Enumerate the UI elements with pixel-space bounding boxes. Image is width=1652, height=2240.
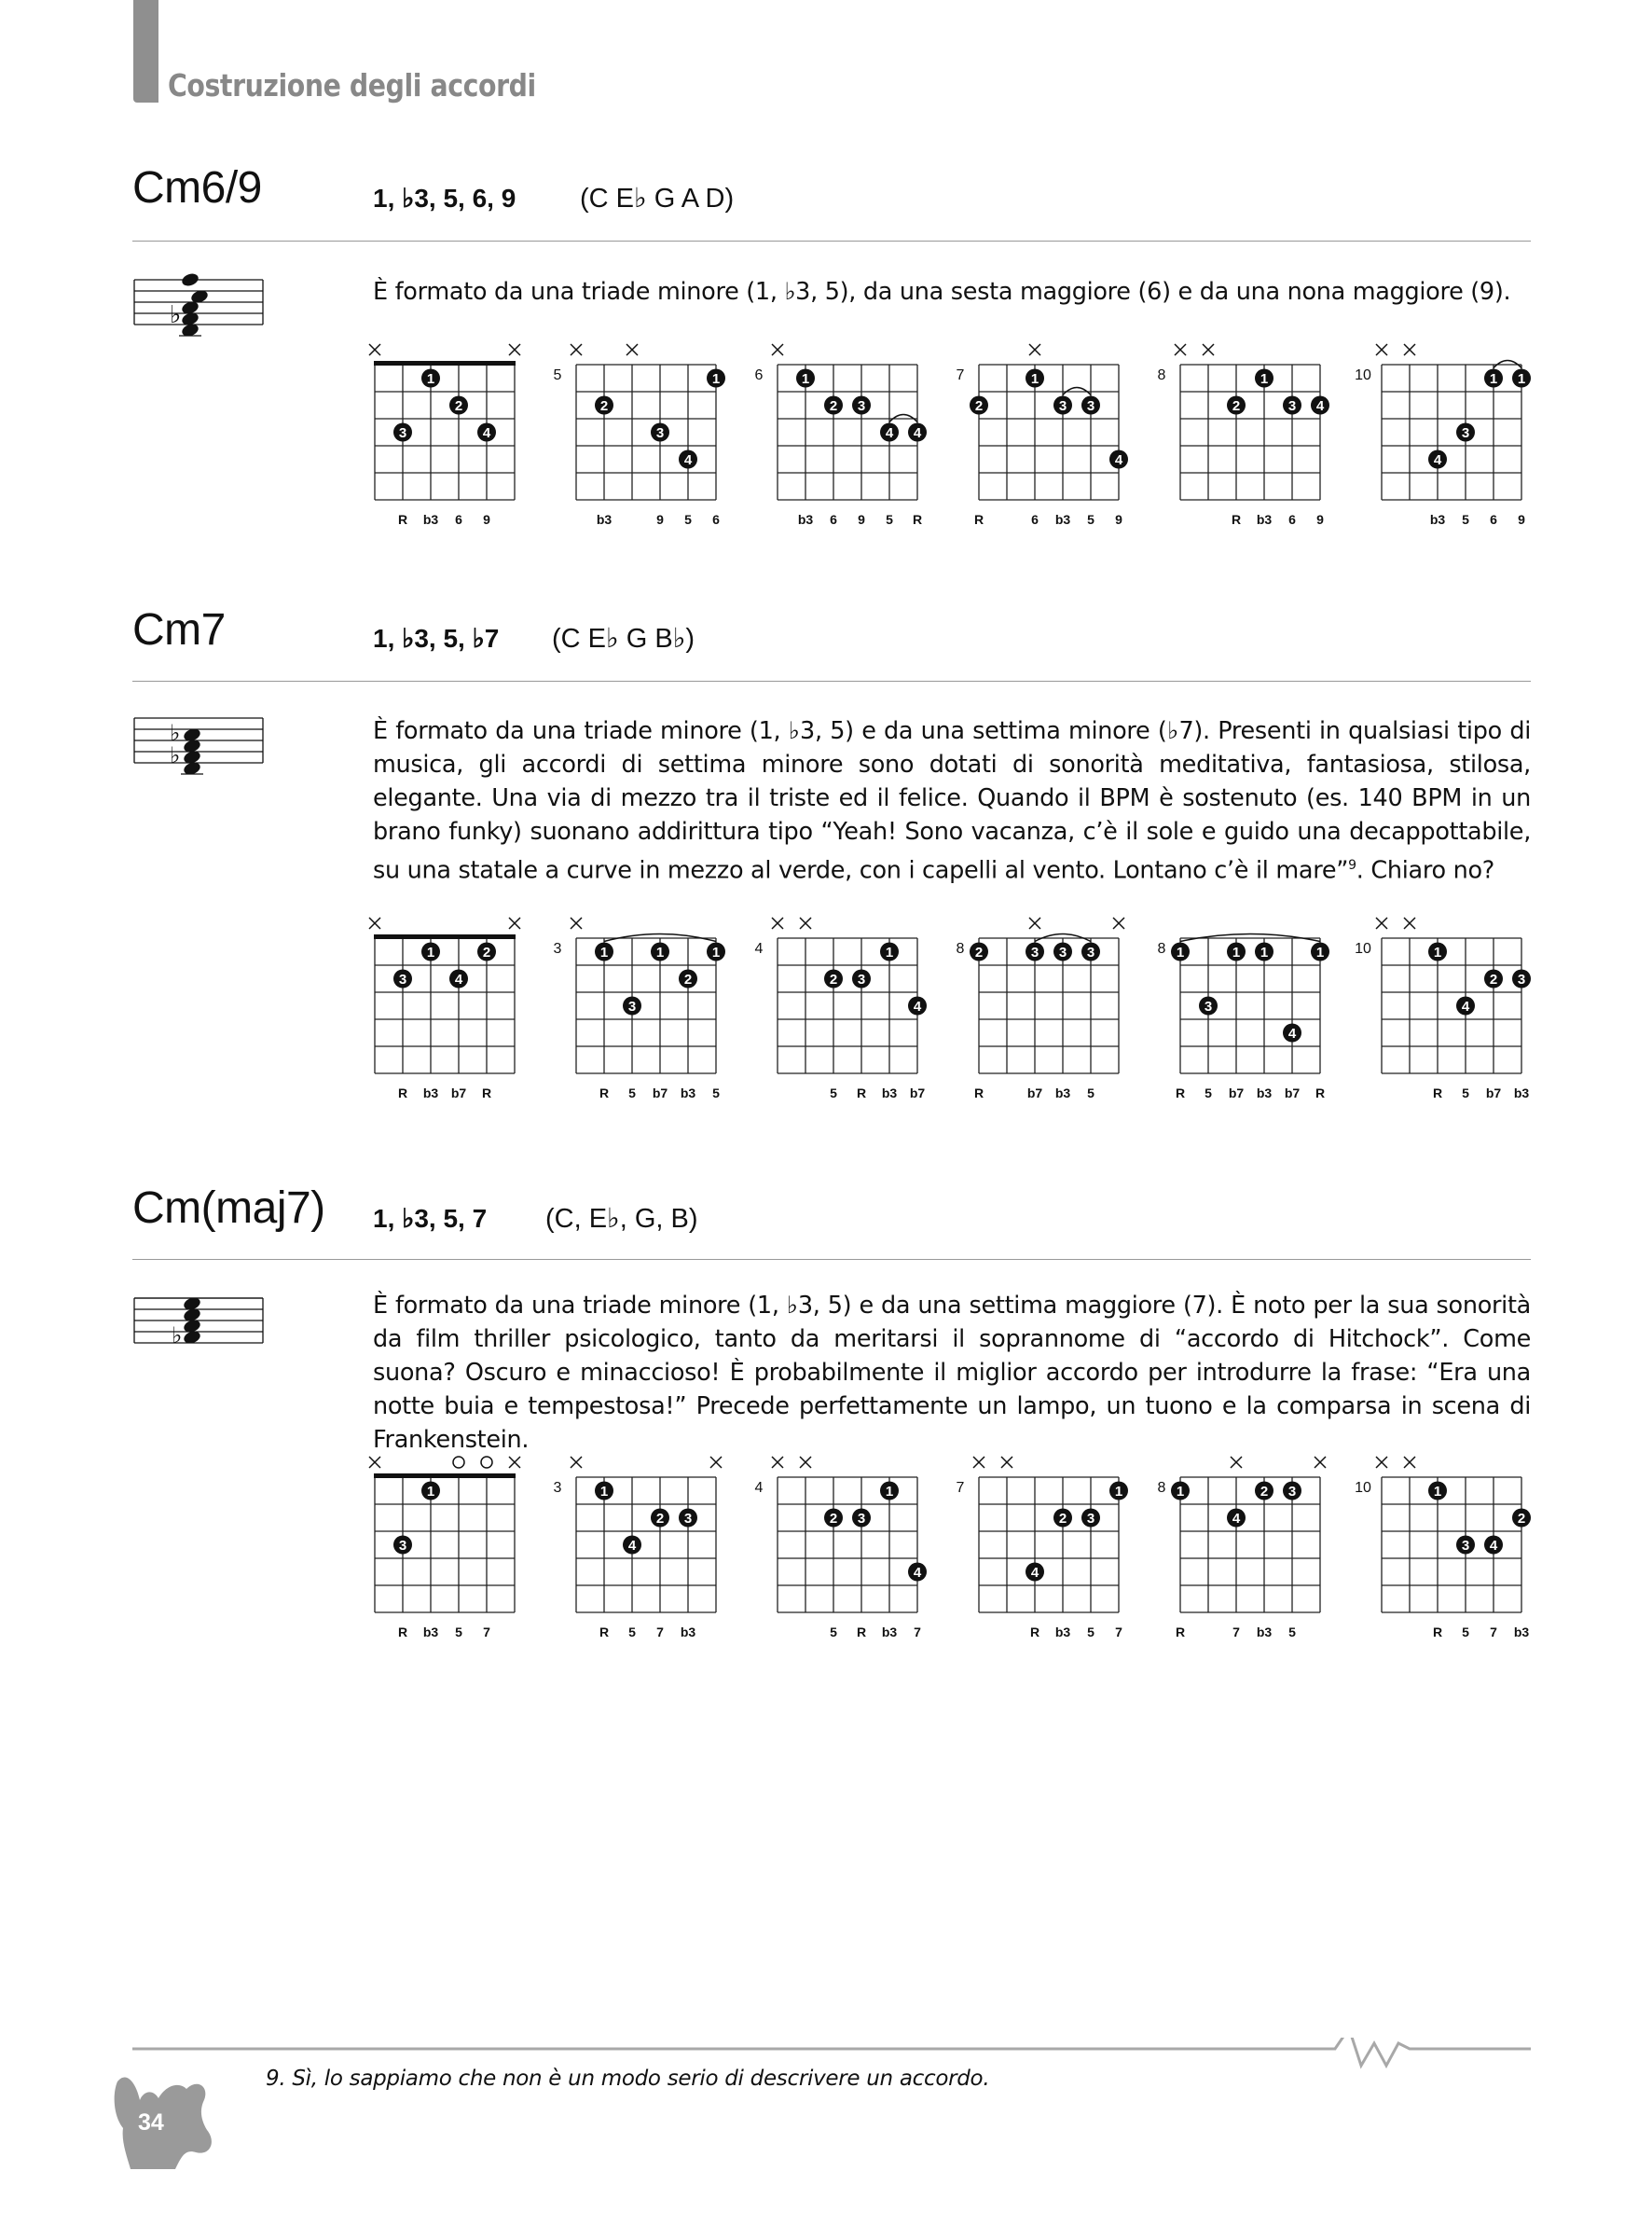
interval-label: 9 <box>1316 512 1324 527</box>
finger-number: 3 <box>857 398 866 414</box>
fret-number: 3 <box>553 941 562 957</box>
svg-text:♭: ♭ <box>170 300 182 328</box>
open-string-mark <box>453 1457 464 1468</box>
interval-label: R <box>397 512 408 527</box>
finger-number: 2 <box>974 945 984 961</box>
finger-number: 3 <box>1204 999 1213 1015</box>
interval-label: 5 <box>712 1085 720 1100</box>
finger-number: 1 <box>655 945 665 961</box>
chord-diagram <box>1158 934 1329 1101</box>
finger-number: 3 <box>1287 1484 1297 1500</box>
finger-number: 1 <box>1489 371 1498 387</box>
finger-number: 3 <box>1287 398 1297 414</box>
chord-title-cm7: Cm7 <box>132 605 226 655</box>
interval-label: R <box>481 1085 492 1100</box>
chord-diagram <box>1158 344 1329 527</box>
interval-label: 9 <box>1115 512 1122 527</box>
chord-diagram <box>957 344 1128 527</box>
chord-description <box>373 1289 1531 1457</box>
interval-label: R <box>912 512 923 527</box>
finger-number: 4 <box>683 452 693 468</box>
chord-formula: 1, ♭3, 5, 6, 9 <box>373 184 516 213</box>
interval-label: 5 <box>1205 1085 1212 1100</box>
finger-number: 1 <box>1030 371 1039 387</box>
interval-label: 5 <box>1087 512 1094 527</box>
finger-number: 4 <box>1433 452 1442 468</box>
interval-label: R <box>856 1085 867 1100</box>
interval-label: 9 <box>656 512 664 527</box>
fret-number: 10 <box>1355 367 1371 383</box>
interval-label: b3 <box>1513 1625 1530 1639</box>
interval-label: b7 <box>1284 1085 1301 1100</box>
interval-label: 7 <box>483 1625 490 1639</box>
finger-number: 4 <box>454 972 463 988</box>
finger-number: 3 <box>398 425 407 441</box>
fret-number: 7 <box>956 367 965 383</box>
fret-number: 5 <box>553 367 562 383</box>
finger-number: 4 <box>913 1565 922 1581</box>
interval-label: 5 <box>1462 1085 1469 1100</box>
finger-number: 3 <box>655 425 665 441</box>
interval-label: b3 <box>1054 512 1071 527</box>
fret-number: 8 <box>1157 941 1166 957</box>
finger-number: 1 <box>1114 1484 1123 1500</box>
chord-diagram <box>554 344 725 527</box>
fret-number: 8 <box>1157 367 1166 383</box>
finger-number: 2 <box>454 398 463 414</box>
interval-label: R <box>397 1625 408 1639</box>
section-divider <box>132 1259 1531 1260</box>
nut <box>374 361 516 366</box>
interval-label: b3 <box>1256 1085 1273 1100</box>
finger-number: 4 <box>482 425 491 441</box>
finger-number: 3 <box>1086 945 1095 961</box>
interval-label: b3 <box>596 512 613 527</box>
chord-diagram <box>755 1457 927 1639</box>
finger-number: 3 <box>857 972 866 988</box>
interval-label: 6 <box>1288 512 1296 527</box>
finger-number: 1 <box>711 371 721 387</box>
nut <box>374 1473 516 1478</box>
chord-title-cm69: Cm6/9 <box>132 163 262 213</box>
finger-number: 4 <box>1232 1511 1241 1527</box>
chord-notes: (C, E♭, G, B) <box>545 1204 698 1234</box>
finger-number: 3 <box>398 972 407 988</box>
interval-label: R <box>1175 1625 1186 1639</box>
interval-label: R <box>1029 1625 1040 1639</box>
finger-number: 2 <box>655 1511 665 1527</box>
chord-diagram <box>755 918 927 1100</box>
chord-title-cmmaj7: Cm(maj7) <box>132 1183 325 1233</box>
finger-number: 1 <box>1433 1484 1442 1500</box>
finger-number: 2 <box>974 398 984 414</box>
finger-number: 1 <box>1176 1484 1185 1500</box>
finger-number: 1 <box>426 945 435 961</box>
interval-label: 6 <box>455 512 462 527</box>
chord-diagram <box>554 1457 722 1639</box>
interval-label: 9 <box>858 512 865 527</box>
interval-label: 7 <box>1490 1625 1497 1639</box>
chord-diagram <box>369 344 520 527</box>
chord-diagram <box>957 918 1124 1100</box>
interval-label: 9 <box>1518 512 1525 527</box>
fret-number: 10 <box>1355 941 1371 957</box>
finger-number: 3 <box>1030 945 1039 961</box>
interval-label: b3 <box>422 1625 439 1639</box>
finger-number: 3 <box>627 999 637 1015</box>
interval-label: R <box>973 1085 984 1100</box>
interval-label: 5 <box>1462 1625 1469 1639</box>
fret-number: 10 <box>1355 1480 1371 1496</box>
interval-label: b3 <box>422 512 439 527</box>
finger-number: 4 <box>1030 1565 1039 1581</box>
interval-label: b7 <box>1026 1085 1043 1100</box>
finger-number: 2 <box>1260 1484 1269 1500</box>
chord-diagram <box>369 1457 520 1639</box>
interval-label: b7 <box>1228 1085 1245 1100</box>
finger-number: 1 <box>426 1484 435 1500</box>
finger-number: 1 <box>1232 945 1241 961</box>
finger-number: 4 <box>1287 1026 1297 1042</box>
fret-number: 8 <box>956 941 965 957</box>
chord-diagram <box>554 918 725 1100</box>
finger-number: 1 <box>711 945 721 961</box>
fret-number: 3 <box>553 1480 562 1496</box>
finger-number: 1 <box>885 1484 894 1500</box>
interval-label: R <box>973 512 984 527</box>
interval-label: 7 <box>656 1625 664 1639</box>
chord-notes: (C E♭ G B♭) <box>552 624 695 654</box>
finger-number: 2 <box>829 398 838 414</box>
finger-number: 1 <box>1315 945 1325 961</box>
chord-diagram <box>1355 1457 1531 1639</box>
description-text: È formato da una triade minore (1, ♭3, 5), da una sesta maggiore (6) e da una nona maggiore (9). <box>373 278 1511 306</box>
finger-number: 1 <box>1176 945 1185 961</box>
interval-label: b3 <box>1256 1625 1273 1639</box>
interval-label: 7 <box>1232 1625 1240 1639</box>
finger-number: 2 <box>683 972 693 988</box>
chord-formula: 1, ♭3, 5, ♭7 <box>373 624 500 653</box>
interval-label: 6 <box>1031 512 1039 527</box>
finger-number: 4 <box>1489 1538 1498 1554</box>
finger-number: 4 <box>913 999 922 1015</box>
interval-label: 6 <box>712 512 720 527</box>
description-text: È formato da una triade minore (1, ♭3, 5) e da una settima minore (♭7). Presenti in qualsiasi tipo di musica, gli accordi di settima minore sono dotati di sonorità meditativa, fantasiosa, stilosa, elegante. Una via di mezzo tra il triste ed il felice. Quando il BPM è sostenuto (es. 140 BPM in un brano funky) suonano addirittura tipo “Yeah! Sono vacanza, c’è il sole e guido una decappottabile, su una statale a curve in mezzo al verde, con i capelli al vento. Lontano c’è il mare”$^9$. Chiaro no? <box>373 717 1531 885</box>
chord-diagram <box>1355 918 1531 1100</box>
interval-label: 5 <box>1087 1625 1094 1639</box>
finger-number: 3 <box>1461 1538 1470 1554</box>
interval-label: R <box>1432 1085 1443 1100</box>
interval-label: 5 <box>455 1625 462 1639</box>
finger-number: 3 <box>398 1538 407 1554</box>
open-string-mark <box>481 1457 492 1468</box>
chord-formula: 1, ♭3, 5, 7 <box>373 1204 488 1233</box>
finger-number: 2 <box>1058 1511 1067 1527</box>
interval-label: b3 <box>797 512 814 527</box>
finger-number: 3 <box>683 1511 693 1527</box>
finger-number: 2 <box>1517 1511 1526 1527</box>
interval-label: b3 <box>1513 1085 1530 1100</box>
finger-number: 1 <box>1260 371 1269 387</box>
finger-number: 1 <box>599 1484 609 1500</box>
interval-label: R <box>1231 512 1242 527</box>
interval-label: 7 <box>1115 1625 1122 1639</box>
svg-text:♭: ♭ <box>170 721 181 746</box>
interval-label: b3 <box>1429 512 1446 527</box>
chord-description <box>373 714 1531 888</box>
interval-label: R <box>1432 1625 1443 1639</box>
footnote-ref: 9 <box>1348 858 1356 873</box>
interval-label: 5 <box>830 1085 837 1100</box>
finger-number: 4 <box>913 425 922 441</box>
interval-label: 6 <box>1490 512 1497 527</box>
interval-label: 5 <box>628 1085 636 1100</box>
finger-number: 2 <box>599 398 609 414</box>
interval-label: R <box>856 1625 867 1639</box>
fret-number: 6 <box>754 367 764 383</box>
interval-label: b3 <box>1054 1085 1071 1100</box>
interval-label: b3 <box>1256 512 1273 527</box>
interval-label: 5 <box>886 512 893 527</box>
staff-notation-cmmaj7 <box>132 1289 272 1382</box>
finger-number: 2 <box>1489 972 1498 988</box>
chord-description <box>373 275 1531 309</box>
finger-number: 2 <box>482 945 491 961</box>
chord-diagram <box>755 344 927 527</box>
finger-number: 2 <box>829 1511 838 1527</box>
finger-number: 4 <box>1461 999 1470 1015</box>
fret-number: 4 <box>754 1480 764 1496</box>
interval-label: 7 <box>914 1625 921 1639</box>
chord-notes: (C E♭ G A D) <box>580 184 735 214</box>
finger-number: 3 <box>1058 945 1067 961</box>
chord-diagram <box>957 1457 1128 1639</box>
finger-number: 2 <box>829 972 838 988</box>
finger-number: 4 <box>1114 452 1123 468</box>
interval-label: b7 <box>450 1085 467 1100</box>
finger-number: 1 <box>885 945 894 961</box>
interval-label: b3 <box>881 1085 898 1100</box>
chord-diagrams-cm69 <box>354 331 1557 532</box>
interval-label: 5 <box>830 1625 837 1639</box>
page-number: 34 <box>138 2109 164 2136</box>
chord-diagrams-cmmaj7 <box>354 1444 1557 1644</box>
section-divider <box>132 241 1531 242</box>
finger-number: 1 <box>426 371 435 387</box>
finger-number: 1 <box>599 945 609 961</box>
interval-label: R <box>1175 1085 1186 1100</box>
finger-number: 3 <box>1461 425 1470 441</box>
interval-label: 6 <box>830 512 837 527</box>
interval-label: b7 <box>652 1085 668 1100</box>
finger-number: 1 <box>1433 945 1442 961</box>
chord-diagram <box>1158 1457 1326 1639</box>
finger-number: 4 <box>885 425 894 441</box>
staff-notation-cm7 <box>132 709 272 802</box>
interval-label: b7 <box>909 1085 926 1100</box>
fret-number: 8 <box>1157 1480 1166 1496</box>
finger-number: 3 <box>1086 1511 1095 1527</box>
finger-number: 4 <box>1315 398 1325 414</box>
svg-text:♭: ♭ <box>172 1323 183 1348</box>
description-text: È formato da una triade minore (1, ♭3, 5) e da una settima maggiore (7). È noto per la sua sonorità da film thriller psicologico, tanto da meritarsi il soprannome di “accordo di Hitchock”. Come suona? Oscuro e minaccioso! È probabilmente il miglior accordo per introdurre la frase: “Era una notte buia e tempestosa!” Precede perfettamente un lampo, un tuono e la comparsa in scena di Frankenstein. <box>373 1292 1531 1454</box>
interval-label: b7 <box>1485 1085 1502 1100</box>
finger-number: 1 <box>801 371 810 387</box>
interval-label: 5 <box>1087 1085 1094 1100</box>
interval-label: b3 <box>680 1625 696 1639</box>
chord-diagram <box>369 918 520 1100</box>
fret-number: 4 <box>754 941 764 957</box>
finger-number: 3 <box>1517 972 1526 988</box>
interval-label: 5 <box>684 512 692 527</box>
chord-diagrams-cm7 <box>354 905 1557 1105</box>
finger-number: 2 <box>1232 398 1241 414</box>
interval-label: R <box>1315 1085 1326 1100</box>
chord-diagram <box>1355 344 1531 527</box>
interval-label: b3 <box>1054 1625 1071 1639</box>
finger-number: 3 <box>1086 398 1095 414</box>
interval-label: R <box>397 1085 408 1100</box>
interval-label: 5 <box>628 1625 636 1639</box>
interval-label: R <box>599 1085 610 1100</box>
interval-label: b3 <box>680 1085 696 1100</box>
interval-label: 5 <box>1288 1625 1296 1639</box>
finger-number: 4 <box>627 1538 637 1554</box>
footnote: 9. Sì, lo sappiamo che non è un modo serio di descrivere un accordo. <box>266 2067 990 2091</box>
header-bar <box>133 0 158 103</box>
interval-label: R <box>599 1625 610 1639</box>
interval-label: 5 <box>1462 512 1469 527</box>
running-header: Costruzione degli accordi <box>168 67 536 104</box>
finger-number: 3 <box>1058 398 1067 414</box>
svg-text:♭: ♭ <box>170 743 181 768</box>
fret-number: 7 <box>956 1480 965 1496</box>
staff-notation-cm69 <box>132 270 272 364</box>
interval-label: 9 <box>483 512 490 527</box>
section-divider <box>132 681 1531 682</box>
finger-number: 3 <box>857 1511 866 1527</box>
nut <box>374 934 516 939</box>
finger-number: 1 <box>1260 945 1269 961</box>
interval-label: b3 <box>881 1625 898 1639</box>
interval-label: b3 <box>422 1085 439 1100</box>
finger-number: 1 <box>1517 371 1526 387</box>
